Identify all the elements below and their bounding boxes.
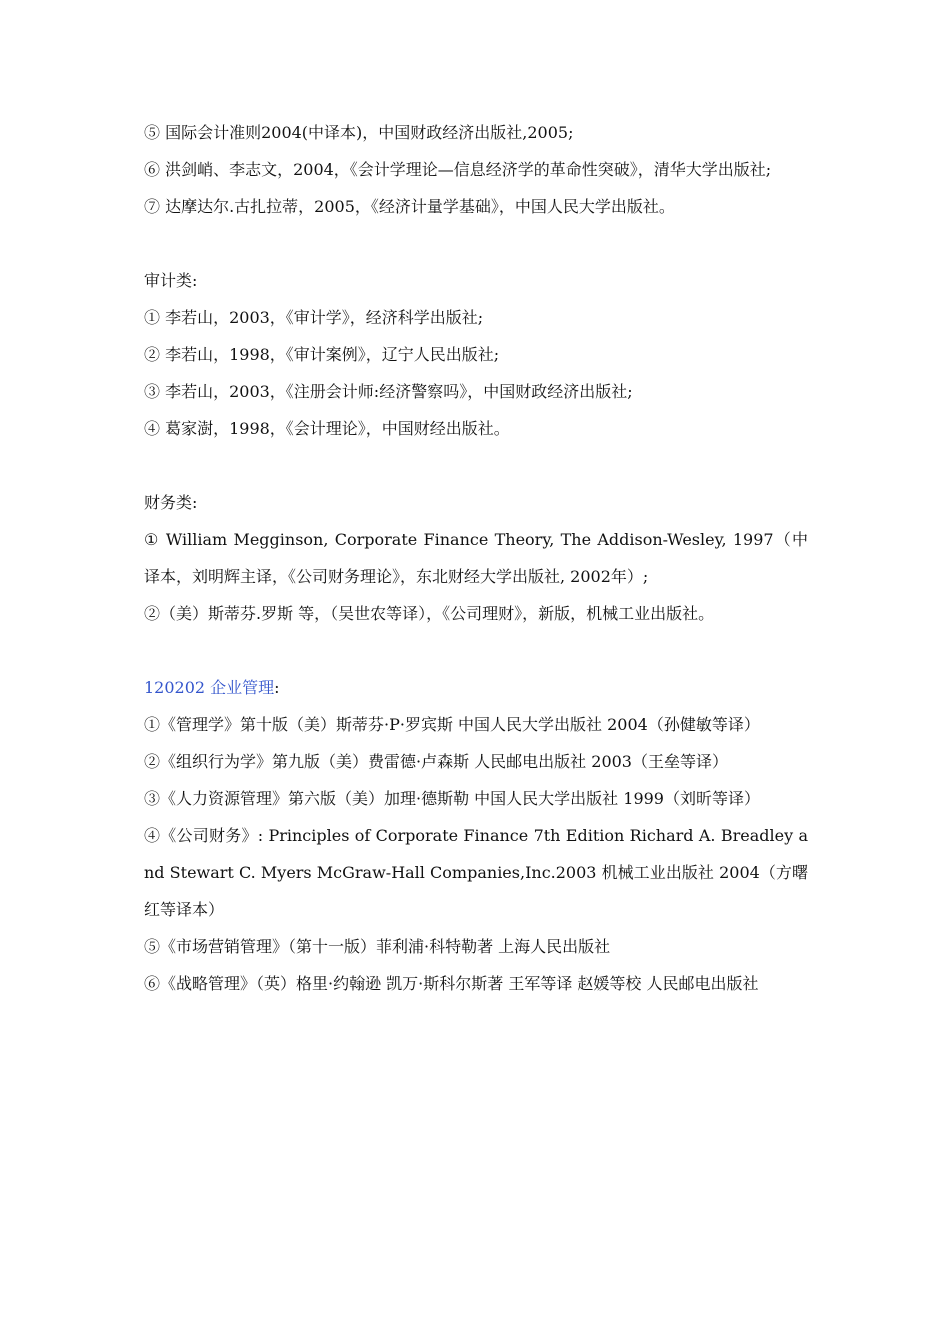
management-heading-link[interactable]: 120202 企业管理 — [144, 678, 275, 697]
finance-section — [144, 484, 808, 632]
reference-item: ⑥ 洪剑峭、李志文，2004，《会计学理论—信息经济学的革命性突破》，清华大学出版社; — [144, 160, 772, 179]
reference-item: ④ 葛家澍，1998，《会计理论》，中国财经出版社。 — [144, 419, 510, 438]
reference-item: ⑤《市场营销管理》（第十一版）菲利浦·科特勒著 上海人民出版社 — [144, 937, 611, 956]
management-section — [144, 669, 808, 1002]
reference-item: ②（美）斯蒂芬.罗斯 等，（吴世农等译），《公司理财》，新版，机械工业出版社。 — [144, 604, 715, 623]
reference-item: ① William Megginson, Corporate Finance Theory, The Addison-Wesley, 1997（中译本，刘明辉主译，《公司财务理论》，东北财经大学出版社, 2002年）; — [144, 530, 808, 586]
reference-item: ⑦ 达摩达尔.古扎拉蒂，2005，《经济计量学基础》，中国人民大学出版社。 — [144, 197, 675, 216]
reference-item: ② 李若山，1998，《审计案例》，辽宁人民出版社; — [144, 345, 500, 364]
document-page — [144, 114, 808, 1002]
section-spacer — [144, 632, 808, 669]
accounting-references-continued — [144, 114, 808, 225]
reference-item: ①《管理学》第十版（美）斯蒂芬·P·罗宾斯 中国人民大学出版社 2004（孙健敏等译） — [144, 715, 760, 734]
audit-section — [144, 262, 808, 447]
reference-item: ③ 李若山，2003，《注册会计师:经济警察吗》，中国财政经济出版社; — [144, 382, 633, 401]
reference-item: ④《公司财务》: Principles of Corporate Finance 7th Edition Richard A. Breadley and Stewart C. Myers McGraw-Hall Companies,Inc.2003 机械工业出版社 2004（方曙红等译本） — [144, 826, 808, 919]
section-heading-audit: 审计类: — [144, 271, 198, 290]
section-spacer — [144, 225, 808, 262]
reference-item: ③《人力资源管理》第六版（美）加理·德斯勒 中国人民大学出版社 1999（刘昕等译） — [144, 789, 760, 808]
section-heading-finance: 财务类: — [144, 493, 198, 512]
section-spacer — [144, 447, 808, 484]
management-heading-suffix: : — [274, 678, 280, 697]
section-heading-management — [144, 669, 808, 706]
reference-item: ②《组织行为学》第九版（美）费雷德·卢森斯 人民邮电出版社 2003（王垒等译） — [144, 752, 728, 771]
reference-item: ① 李若山，2003，《审计学》，经济科学出版社; — [144, 308, 484, 327]
reference-item: ⑤ 国际会计准则2004(中译本)，中国财政经济出版社,2005; — [144, 123, 574, 142]
reference-item: ⑥《战略管理》（英）格里·约翰逊 凯万·斯科尔斯著 王军等译 赵媛等校 人民邮电出版社 — [144, 974, 759, 993]
